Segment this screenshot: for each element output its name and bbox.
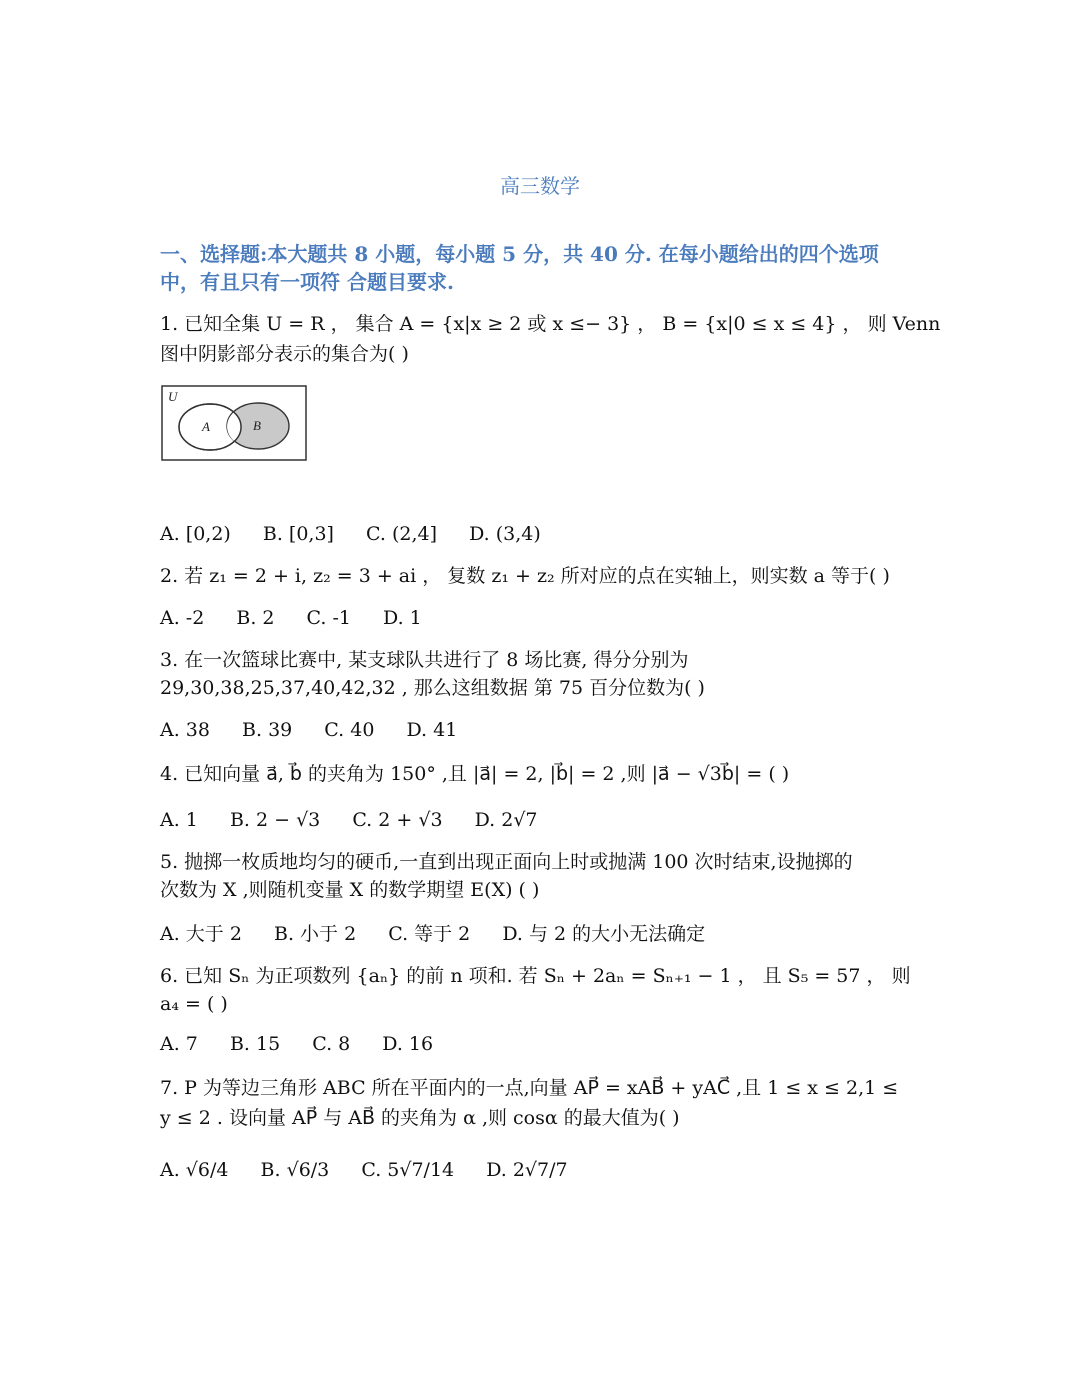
venn-label-a: A (202, 419, 210, 434)
q4-option-d[interactable]: D. 2√7 (474, 809, 538, 831)
q3-options (160, 716, 920, 744)
q5-stem-line-1: 5. 抛掷一枚质地均匀的硬币,一直到出现正面向上时或抛满 100 次时结束,设抛掷的 (160, 851, 853, 873)
q7-option-b[interactable]: B. √6/3 (260, 1159, 330, 1181)
q5-option-c[interactable]: C. 等于 2 (388, 923, 471, 945)
q3-option-c[interactable]: C. 40 (324, 719, 375, 741)
q2-stem-line-1: 2. 若 z₁ = 2 + i, z₂ = 3 + ai ， 复数 z₁ + z₂ 所对应的点在实轴上，则实数 a 等于( ) (160, 565, 890, 587)
q7-option-c[interactable]: C. 5√7/14 (361, 1159, 455, 1181)
q3-stem-line-2: 29,30,38,25,37,40,42,32 , 那么这组数据 第 75 百分位数为( ) (160, 677, 705, 699)
q5-option-b[interactable]: B. 小于 2 (273, 923, 357, 945)
venn-diagram (160, 384, 310, 464)
q2-option-a[interactable]: A. -2 (160, 607, 205, 629)
q1-stem-line-1: 1. 已知全集 U = R ， 集合 A = {x|x ≥ 2 或 x ≤− 3} ， B = {x|0 ≤ x ≤ 4} ， 则 Venn (160, 313, 941, 335)
q4-options (160, 806, 920, 834)
q7-option-d[interactable]: D. 2√7/7 (486, 1159, 568, 1181)
q2-options (160, 604, 920, 632)
q5-stem-line-2: 次数为 X ,则随机变量 X 的数学期望 E(X) ( ) (160, 879, 540, 901)
venn-label-b: B (253, 418, 261, 433)
q1-stem-line-2: 图中阴影部分表示的集合为( ) (160, 343, 409, 365)
page-title: 高三数学 (500, 174, 580, 198)
q4-option-b[interactable]: B. 2 − √3 (229, 809, 321, 831)
q6-option-b[interactable]: B. 15 (229, 1033, 281, 1055)
q3-option-b[interactable]: B. 39 (242, 719, 293, 741)
section-heading (160, 240, 920, 296)
q1-option-b[interactable]: B. [0,3] (262, 523, 334, 545)
q3-stem-line-1: 3. 在一次篮球比赛中, 某支球队共进行了 8 场比赛, 得分分别为 (160, 649, 689, 671)
q2-option-d[interactable]: D. 1 (383, 607, 422, 629)
q6-option-a[interactable]: A. 7 (160, 1033, 198, 1055)
q6-option-d[interactable]: D. 16 (382, 1033, 434, 1055)
q5-option-a[interactable]: A. 大于 2 (160, 923, 242, 945)
q4-stem-line-1: 4. 已知向量 a⃗, b⃗ 的夹角为 150° ,且 |a⃗| = 2, |b⃗| = 2 ,则 |a⃗ − √3b⃗| = ( ) (160, 763, 790, 785)
q7-stem-line-1: 7. P 为等边三角形 ABC 所在平面内的一点,向量 AP⃗ = xAB⃗ + yAC⃗ ,且 1 ≤ x ≤ 2,1 ≤ (160, 1077, 899, 1099)
q3-option-a[interactable]: A. 38 (160, 719, 210, 741)
q6-stem-line-2: a₄ = ( ) (160, 993, 228, 1015)
q2-option-b[interactable]: B. 2 (236, 607, 275, 629)
q3-option-d[interactable]: D. 41 (406, 719, 458, 741)
venn-label-u: U (168, 389, 178, 404)
q7-option-a[interactable]: A. √6/4 (160, 1159, 229, 1181)
q1-options (160, 520, 920, 548)
q1-option-d[interactable]: D. (3,4) (469, 523, 541, 545)
q6-options (160, 1030, 920, 1058)
section-heading-line-2: 中，有且只有一项符 合题目要求. (160, 270, 454, 294)
q4-option-c[interactable]: C. 2 + √3 (352, 809, 443, 831)
section-heading-line-1: 一、选择题:本大题共 8 小题，每小题 5 分，共 40 分. 在每小题给出的四个选项 (160, 242, 879, 266)
q7-options (160, 1156, 920, 1184)
q1-option-a[interactable]: A. [0,2) (160, 523, 231, 545)
q2-option-c[interactable]: C. -1 (306, 607, 351, 629)
q5-option-d[interactable]: D. 与 2 的大小无法确定 (502, 923, 706, 945)
q7-stem-line-2: y ≤ 2 . 设向量 AP⃗ 与 AB⃗ 的夹角为 α ,则 cosα 的最大值为( ) (160, 1107, 680, 1129)
q5-options (160, 920, 920, 948)
q4-option-a[interactable]: A. 1 (160, 809, 198, 831)
q1-option-c[interactable]: C. (2,4] (366, 523, 438, 545)
q6-stem-line-1: 6. 已知 Sₙ 为正项数列 {aₙ} 的前 n 项和. 若 Sₙ + 2aₙ = Sₙ₊₁ − 1 ， 且 S₅ = 57 ， 则 (160, 965, 911, 987)
q6-option-c[interactable]: C. 8 (312, 1033, 351, 1055)
